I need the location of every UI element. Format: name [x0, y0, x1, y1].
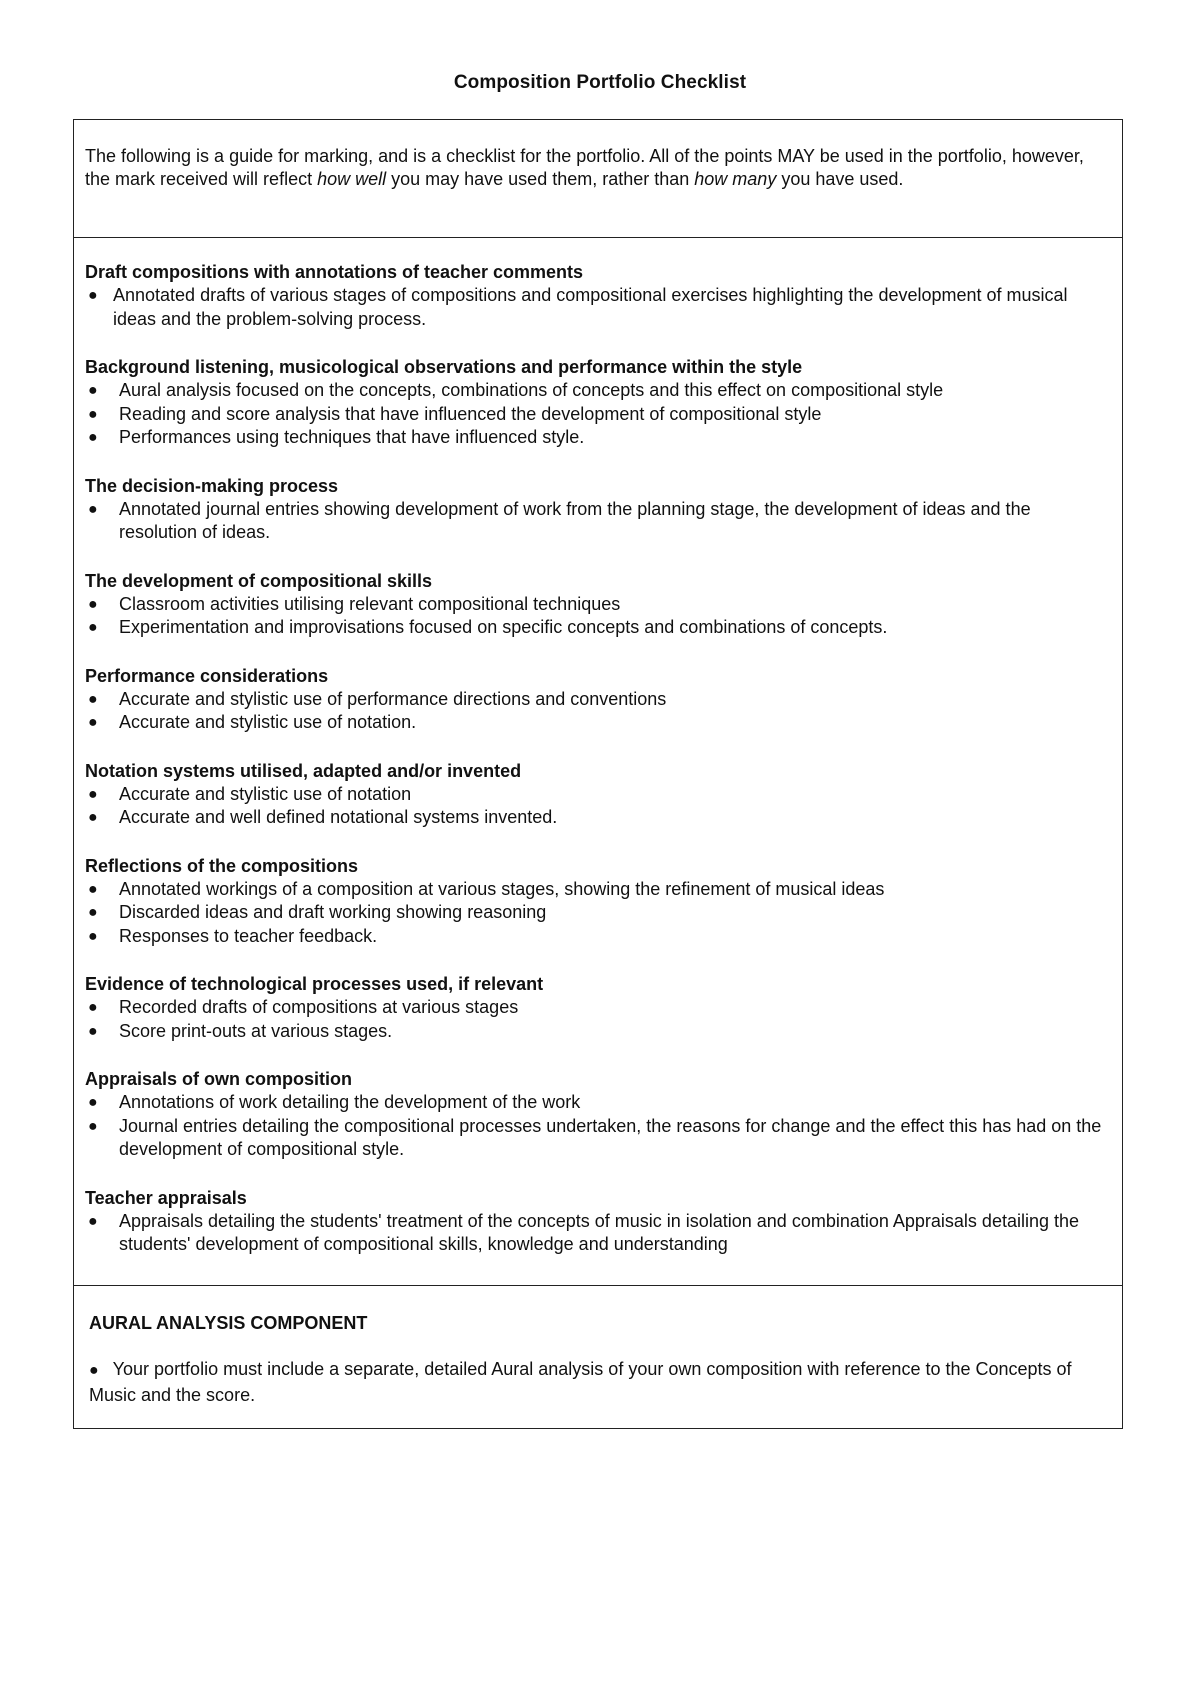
aural-item	[89, 1357, 1110, 1407]
checklist-section	[85, 1067, 1110, 1162]
list-item-text: Accurate and stylistic use of notation.	[119, 712, 417, 732]
section-heading: Notation systems utilised, adapted and/or invented	[85, 760, 522, 781]
list-item	[85, 1091, 1110, 1115]
bullet-icon: ●	[88, 904, 98, 921]
list-item	[85, 1115, 1110, 1162]
list-item	[85, 616, 1110, 640]
bullet-icon: ●	[88, 1094, 98, 1111]
section-item-list	[85, 688, 1110, 735]
list-item-text: Responses to teacher feedback.	[119, 925, 378, 946]
section-heading: Reflections of the compositions	[85, 855, 359, 876]
list-item-text: Annotated workings of a composition at various stages, showing the refinement of musical ideas	[119, 878, 885, 899]
list-item	[85, 284, 1110, 331]
list-item	[85, 1020, 1110, 1044]
bullet-icon: ●	[88, 1212, 98, 1230]
list-item-text: Discarded ideas and draft working showing reasoning	[119, 902, 547, 922]
list-item-text: Reading and score analysis that have influenced the development of compositional style	[119, 403, 822, 424]
bullet-icon: ●	[88, 880, 98, 898]
bullet-icon: ●	[88, 382, 98, 399]
bullet-icon: ●	[88, 429, 98, 446]
checklist-section	[85, 664, 1110, 735]
list-item	[85, 403, 1110, 427]
list-item	[85, 379, 1110, 403]
bullet-icon: ●	[88, 999, 98, 1016]
checklist-section	[85, 1186, 1110, 1257]
checklist-section	[85, 474, 1110, 545]
bullet-icon: ●	[88, 1022, 98, 1040]
section-heading: Teacher appraisals	[85, 1187, 247, 1208]
list-item-text: Experimentation and improvisations focused on specific concepts and combinations of concepts.	[119, 617, 888, 637]
bullet-icon: ●	[88, 500, 98, 518]
checklist-section	[85, 759, 1110, 830]
list-item	[85, 783, 1110, 807]
list-item	[85, 996, 1110, 1020]
list-item-text: Accurate and stylistic use of performance directions and conventions	[119, 688, 667, 709]
list-item-text: Classroom activities utilising relevant compositional techniques	[119, 593, 621, 614]
list-item-text: Performances using techniques that have influenced style.	[119, 427, 585, 447]
aural-cell	[74, 1286, 1122, 1428]
list-item-text: Appraisals detailing the students' treatment of the concepts of music in isolation and combination Appraisals detailing the students' development of compositional skills, knowledge and understanding	[119, 1210, 1080, 1254]
list-item-text: Annotated drafts of various stages of compositions and compositional exercises highlighting the development of musical ideas and the problem-solving process.	[113, 285, 1068, 329]
bullet-icon: ●	[89, 1362, 99, 1379]
list-item-text: Score print-outs at various stages.	[119, 1020, 393, 1041]
list-item	[85, 806, 1110, 830]
checklist-section	[85, 355, 1110, 450]
aural-heading: AURAL ANALYSIS COMPONENT	[89, 1313, 368, 1333]
list-item-text: Recorded drafts of compositions at various stages	[119, 997, 519, 1017]
bullet-icon: ●	[88, 619, 98, 636]
list-item-text: Annotations of work detailing the development of the work	[119, 1092, 581, 1112]
checklist-section	[85, 569, 1110, 640]
section-item-list	[85, 379, 1110, 450]
section-item-list	[85, 1091, 1110, 1162]
intro-emphasis-how-well: how well	[317, 169, 387, 189]
intro-text: The following is a guide for marking, and is a checklist for the portfolio. All of the points MAY be used in the portfolio, however, the mark received will reflect	[85, 146, 1084, 189]
section-heading: Performance considerations	[85, 665, 329, 686]
list-item	[85, 688, 1110, 712]
intro-text-cont: you may have used them, rather than	[386, 169, 695, 189]
bullet-icon: ●	[88, 405, 98, 423]
list-item	[85, 498, 1110, 545]
section-item-list	[85, 284, 1110, 331]
checklist-section	[85, 260, 1110, 331]
list-item-text: Accurate and stylistic use of notation	[119, 783, 412, 804]
section-heading: Background listening, musicological observations and performance within the style	[85, 357, 803, 377]
checklist-table	[73, 119, 1123, 1429]
section-item-list	[85, 593, 1110, 640]
section-heading: Appraisals of own composition	[85, 1069, 353, 1089]
intro-text-end: you have used.	[776, 169, 904, 189]
section-item-list	[85, 498, 1110, 545]
list-item-text: Aural analysis focused on the concepts, combinations of concepts and this effect on compositional style	[119, 380, 944, 400]
list-item	[85, 878, 1110, 902]
section-item-list	[85, 1210, 1110, 1257]
bullet-icon: ●	[88, 927, 98, 945]
list-item-text: Accurate and well defined notational systems invented.	[119, 807, 558, 827]
bullet-icon: ●	[88, 1117, 98, 1135]
list-item-text: Journal entries detailing the compositional processes undertaken, the reasons for change and the effect this has had on the development of compositional style.	[119, 1115, 1102, 1159]
list-item	[85, 925, 1110, 949]
section-item-list	[85, 783, 1110, 830]
aural-item-text: Your portfolio must include a separate, detailed Aural analysis of your own composition with reference to the Concepts of Music and the score.	[89, 1359, 1072, 1405]
intro-emphasis-how-many: how many	[694, 169, 777, 189]
list-item	[85, 711, 1110, 735]
list-item	[85, 1210, 1110, 1257]
list-item	[85, 593, 1110, 617]
checklist-section	[85, 972, 1110, 1043]
section-heading: The development of compositional skills	[85, 570, 433, 591]
bullet-icon: ●	[88, 595, 98, 613]
section-item-list	[85, 996, 1110, 1043]
list-item-text: Annotated journal entries showing development of work from the planning stage, the development of ideas and the resolution of ideas.	[119, 498, 1031, 542]
section-heading: Draft compositions with annotations of teacher comments	[85, 262, 584, 282]
checklist-section	[85, 854, 1110, 949]
bullet-icon: ●	[88, 287, 98, 304]
page-title: Composition Portfolio Checklist	[453, 72, 747, 93]
bullet-icon: ●	[88, 809, 98, 826]
section-heading: The decision-making process	[85, 475, 339, 496]
bullet-icon: ●	[88, 714, 98, 731]
bullet-icon: ●	[88, 690, 98, 708]
intro-cell	[74, 120, 1122, 238]
list-item	[85, 426, 1110, 450]
criteria-cell	[74, 238, 1122, 1286]
section-item-list	[85, 878, 1110, 949]
section-heading: Evidence of technological processes used, if relevant	[85, 974, 544, 994]
list-item	[85, 901, 1110, 925]
bullet-icon: ●	[88, 785, 98, 803]
